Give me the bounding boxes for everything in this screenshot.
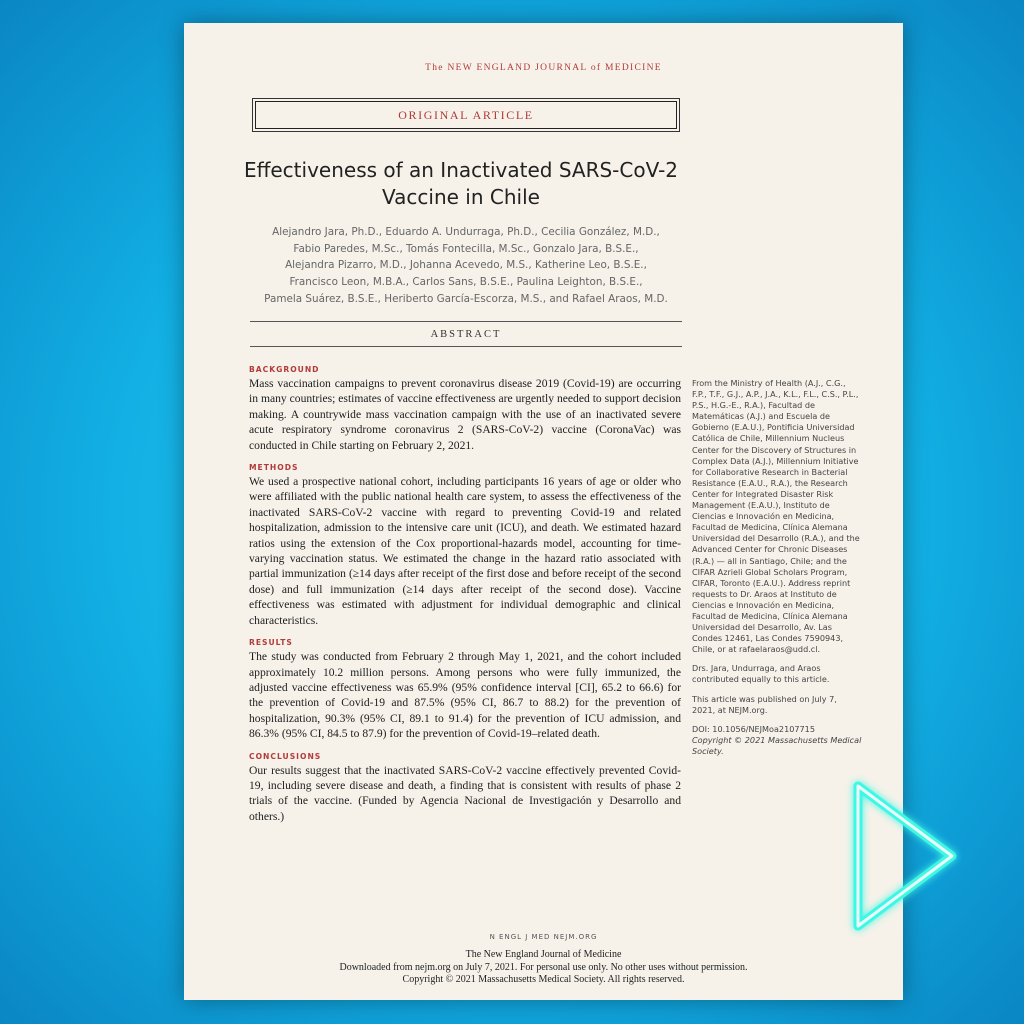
affiliations-text: From the Ministry of Health (A.J., C.G., F.P., T.F., G.J., A.P., J.A., K.L., F.L., C.S., P.L., P.S., H.G.-E., R.A.), Facultad de Matemáticas (A.J.) and Escuela de Gobierno (E.A.U.), Pontificia Universidad Católica de Chile, Millennium Nucleus Center for the Discovery of Structures in Complex Data (A.J.), Millennium Initiative for Collaborative Research in Bacterial Resistance (E.A.U., R.A.), the Research Center for Integrated Disaster Risk Management (E.A.U.), Instituto de Ciencias e Innovación en Medicina, Facultad de Medicina, Clínica Alemana Universidad del Desarrollo (R.A.), and the Advanced Center for Chronic Diseases (R.A.) — all in Santiago, Chile; and the CIFAR Azrieli Global Scholars Program, CIFAR, Toronto (E.A.U.). Address reprint requests to Dr. Araos at Instituto de Ciencias e Innovación en Medicina, Facultad de Medicina, Clínica Alemana Universidad del Desarrollo, Av. Las Condes 12461, Las Condes 7590943, Chile, or at rafaelaraos@udd.cl. xyxy=(692,378,860,655)
doi-text: DOI: 10.1056/NEJMoa2107715 xyxy=(692,723,815,734)
author-line: Alejandro Jara, Ph.D., Eduardo A. Undurraga, Ph.D., Cecilia González, M.D., xyxy=(272,226,660,238)
conclusions-text: Our results suggest that the inactivated SARS-CoV-2 vaccine effectively prevented Covid-19, including severe disease and death, a finding that is consistent with results of phase 2 trials of the vaccine. (Funded by Agencia Nacional de Investigación y Desarrollo and others.) xyxy=(249,763,681,823)
methods-text: We used a prospective national cohort, including participants 16 years of age or older who were affiliated with the public national health care system, to assess the effectiveness of the inactivated SARS-CoV-2 vaccine with regard to preventing Covid-19 and related hospitalization, admission to the intensive care unit (ICU), and death. We estimated hazard ratios using the extension of the Cox proportional-hazards model, accounting for time-varying vaccination status. We estimated the change in the hazard ratio associated with partial immunization (≥14 days after receipt of the first dose and before receipt of the second dose) and full immunization (≥14 days after receipt of the second dose). Vaccine effectiveness was estimated with adjustment for individual demographic and clinical characteristics. xyxy=(249,475,681,627)
author-line: Fabio Paredes, M.Sc., Tomás Fontecilla, M.Sc., Gonzalo Jara, B.S.E., xyxy=(293,242,639,255)
copyright-text: Copyright © 2021 Massachusetts Medical Society. xyxy=(692,734,862,756)
background-text: Mass vaccination campaigns to prevent coronavirus disease 2019 (Covid-19) are occurring in many countries; estimates of vaccine effectiveness are urgently needed to support decision making. A countrywide mass vaccination campaign with the use of an inactivated severe acute respiratory syndrome coronavirus 2 (SARS-CoV-2) vaccine (CoronaVac) was conducted in Chile starting on February 2, 2021. xyxy=(249,377,681,452)
author-line: Alejandra Pizarro, M.D., Johanna Acevedo, M.S., Katherine Leo, B.S.E., xyxy=(285,259,647,272)
article-page xyxy=(184,23,903,1000)
background-heading: BACKGROUND xyxy=(249,365,320,374)
title-line: Vaccine in Chile xyxy=(382,185,540,209)
publication-note: This article was published on July 7, 2021, at NEJM.org. xyxy=(692,693,837,715)
article-type-frame xyxy=(252,98,680,132)
article-type-label: ORIGINAL ARTICLE xyxy=(255,101,677,129)
footer-line: Copyright © 2021 Massachusetts Medical Society. All rights reserved. xyxy=(402,974,685,985)
author-line: Pamela Suárez, B.S.E., Heriberto García-Escorza, M.S., and Rafael Araos, M.D. xyxy=(264,292,668,305)
title-line: Effectiveness of an Inactivated SARS-CoV-2 xyxy=(243,158,679,182)
journal-running-head: The NEW ENGLAND JOURNAL of MEDICINE xyxy=(425,63,662,73)
journal-footer-id: N ENGL J MED NEJM.ORG xyxy=(489,933,598,941)
download-note xyxy=(184,949,903,987)
equal-contribution-note: Drs. Jara, Undurraga, and Araos contributed equally to this article. xyxy=(692,663,830,685)
footer-line: The New England Journal of Medicine xyxy=(465,949,622,960)
play-icon[interactable] xyxy=(840,768,970,948)
footer-line: Downloaded from nejm.org on July 7, 2021. For personal use only. No other uses without permission. xyxy=(339,961,748,973)
author-list xyxy=(244,224,688,308)
results-heading: RESULTS xyxy=(249,638,293,648)
methods-heading: METHODS xyxy=(249,463,299,473)
abstract-body xyxy=(249,364,681,833)
abstract-heading: ABSTRACT xyxy=(250,321,682,347)
author-line: Francisco Leon, M.B.A., Carlos Sans, B.S.E., Paulina Leighton, B.S.E., xyxy=(289,276,643,289)
results-text: The study was conducted from February 2 through May 1, 2021, and the cohort included approximately 10.2 million persons. Among persons who were fully immunized, the adjusted vaccine effectiveness was 65.9% (95% confidence interval [CI], 65.2 to 66.6) for the prevention of Covid-19 and 87.5% (95% CI, 86.7 to 88.2) for the prevention of hospitalization, 90.3% (95% CI, 89.1 to 91.4) for the prevention of ICU admission, and 86.3% (95% CI, 84.5 to 87.9) for the prevention of Covid-19–related death. xyxy=(249,650,681,741)
affiliation-sidebar xyxy=(692,378,862,757)
article-title xyxy=(224,157,698,211)
conclusions-heading: CONCLUSIONS xyxy=(249,751,322,761)
